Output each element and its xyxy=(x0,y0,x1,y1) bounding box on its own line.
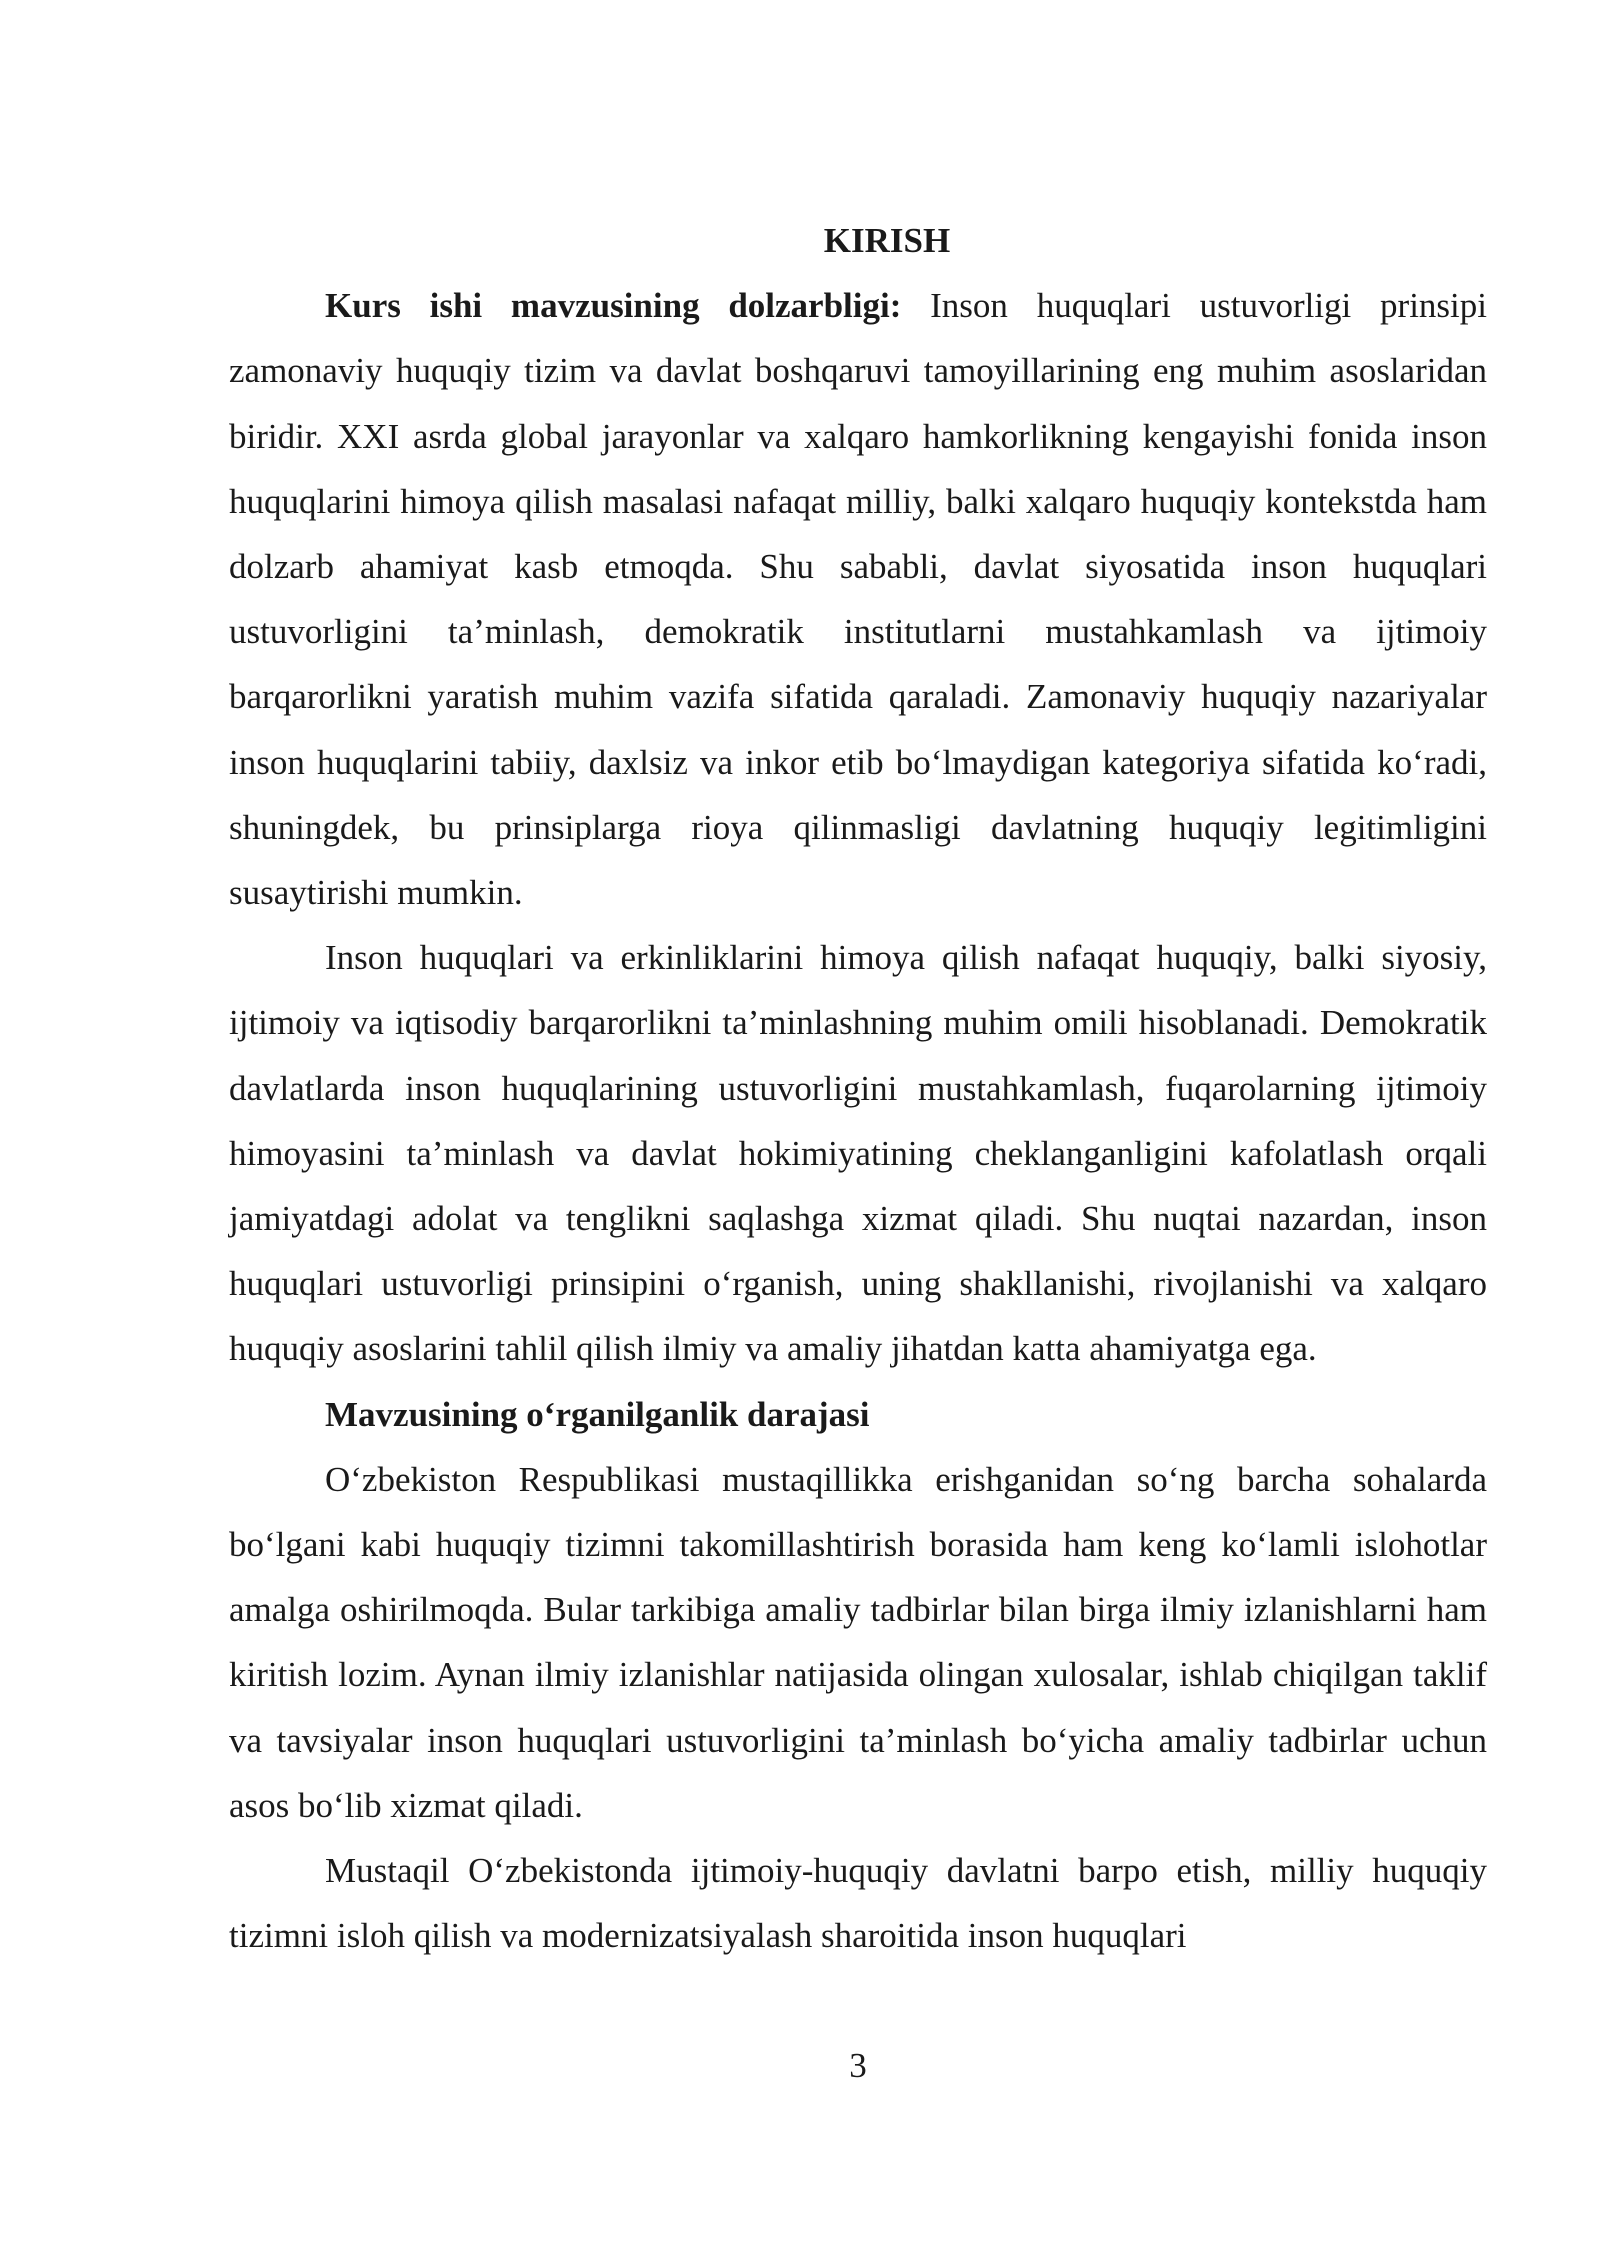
page-content xyxy=(229,208,1487,1968)
study-level-heading: Mavzusining o‘rganilganlik darajasi xyxy=(325,1394,870,1434)
paragraph-3: O‘zbekiston Respublikasi mustaqillikka erishganidan so‘ng barcha sohalarda bo‘lgani kabi huquqiy tizimni takomillashtirish borasida ham keng ko‘lamli islohotlar amalga oshirilmoqda. Bular tarkibiga amaliy tadbirlar bilan birga ilmiy izlanishlarni ham kiritish lozim. Aynan ilmiy izlanishlar natijasida olingan xulosalar, ishlab chiqilgan taklif va tavsiyalar inson huquqlari ustuvorligini ta’minlash bo‘yicha amaliy tadbirlar uchun asos bo‘lib xizmat qiladi. xyxy=(229,1459,1487,1825)
page-title: KIRISH xyxy=(823,221,951,260)
relevance-paragraph xyxy=(229,273,1487,925)
relevance-label: Kurs ishi mavzusining dolzarbligi: xyxy=(325,286,902,326)
page-number: 3 xyxy=(849,2046,867,2085)
paragraph-2: Inson huquqlari va erkinliklarini himoya qilish nafaqat huquqiy, balki siyosiy, ijtimoiy va iqtisodiy barqarorlikni ta’minlashning muhim omili hisoblanadi. Demokratik davlatlarda inson huquqlarining ustuvorligini mustahkamlash, fuqarolarning ijtimoiy himoyasini ta’minlash va davlat hokimiyatining cheklanganligini kafolatlash orqali jamiyatdagi adolat va tenglikni saqlashga xizmat qiladi. Shu nuqtai nazardan, inson huquqlari ustuvorligi prinsipini o‘rganish, uning shakllanishi, rivojlanishi va xalqaro huquqiy asoslarini tahlil qilish ilmiy va amaliy jihatdan katta ahamiyatga ega. xyxy=(229,938,1487,1369)
paragraph-4: Mustaqil O‘zbekistonda ijtimoiy-huquqiy davlatni barpo etish, milliy huquqiy tizimni isloh qilish va modernizatsiyalash sharoitida inson huquqlari xyxy=(229,1851,1487,1956)
relevance-text: Inson huquqlari ustuvorligi prinsipi zamonaviy huquqiy tizim va davlat boshqaruvi tamoyillarining eng muhim asoslaridan biridir. XXI asrda global jarayonlar va xalqaro hamkorlikning kengayishi fonida inson huquqlarini himoya qilish masalasi nafaqat milliy, balki xalqaro huquqiy kontekstda ham dolzarb ahamiyat kasb etmoqda. Shu sababli, davlat siyosatida inson huquqlari ustuvorligini ta’minlash, demokratik institutlarni mustahkamlash va ijtimoiy barqarorlikni yaratish muhim vazifa sifatida qaraladi. Zamonaviy huquqiy nazariyalar inson huquqlarini tabiiy, daxlsiz va inkor etib bo‘lmaydigan kategoriya sifatida ko‘radi, shuningdek, bu prinsiplarga rioya qilinmasligi davlatning huquqiy legitimligini susaytirishi mumkin. xyxy=(229,286,1487,913)
